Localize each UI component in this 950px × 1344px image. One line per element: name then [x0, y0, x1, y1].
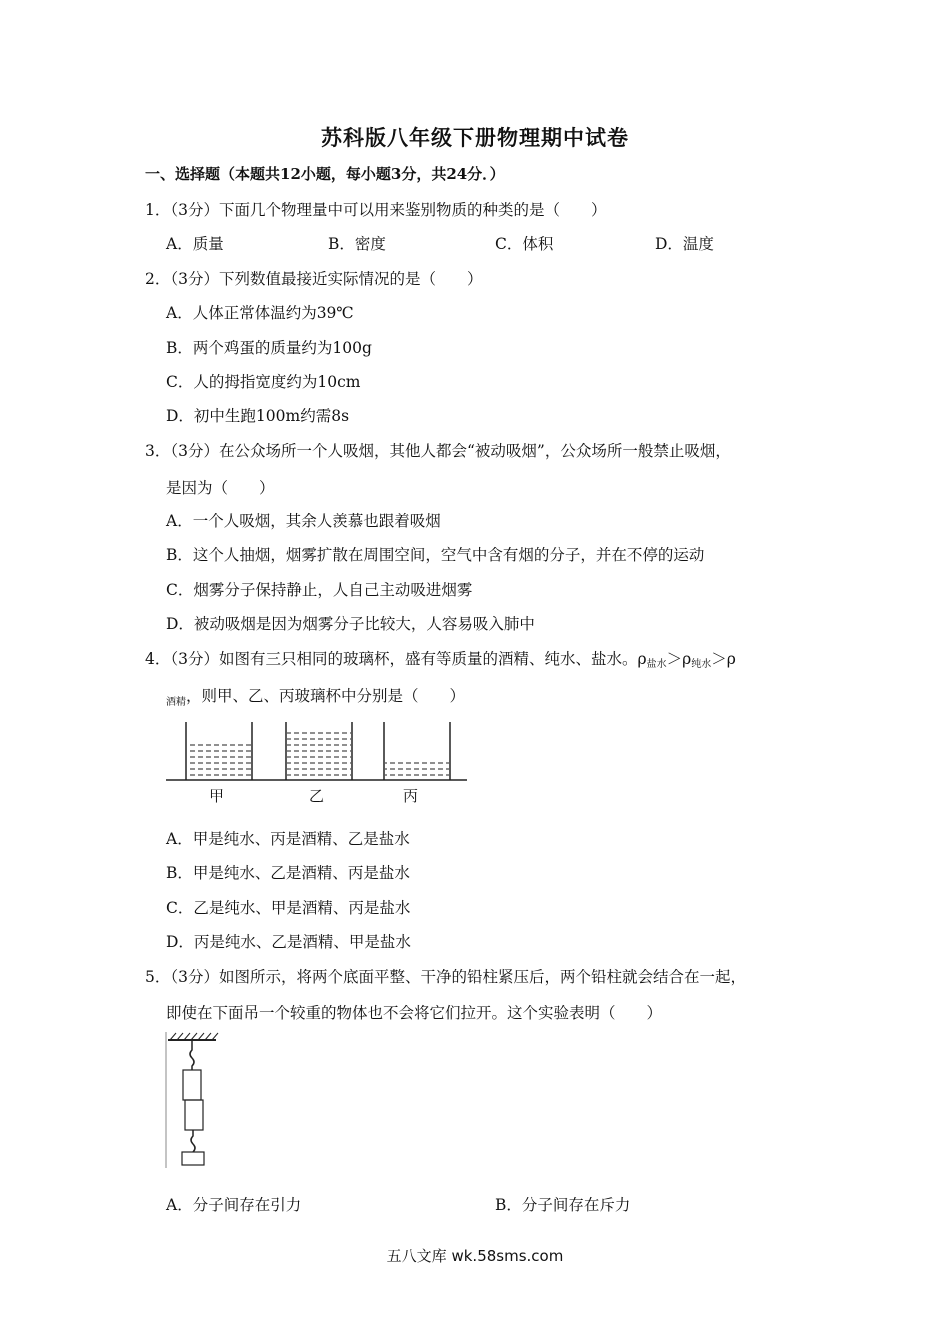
question-1-option-d: D．温度: [655, 235, 714, 253]
question-3-option-a: A．一个人吸烟，其余人羡慕也跟着吸烟: [166, 512, 441, 530]
question-3-stem-line2: 是因为（ ）: [166, 479, 275, 497]
question-4-option-b: B．甲是纯水、乙是酒精、丙是盐水: [166, 864, 410, 882]
page-title: 苏科版八年级下册物理期中试卷: [321, 125, 629, 150]
cup-label-bing: 丙: [403, 787, 419, 805]
hook-top: [190, 1040, 194, 1070]
lead-cylinder-upper: [183, 1070, 201, 1100]
footer-site-url: wk.58sms.com: [451, 1247, 564, 1265]
question-4-option-a: A．甲是纯水、丙是酒精、乙是盐水: [166, 830, 410, 848]
greater-than-rho-2: ＞ρ: [711, 650, 736, 668]
cup-label-jia: 甲: [209, 787, 225, 805]
footer-site-name: 五八文库: [386, 1247, 447, 1265]
cup-yi: [286, 722, 352, 780]
question-3-option-b: B．这个人抽烟，烟雾扩散在周围空间，空气中含有烟的分子，并在不停的运动: [166, 546, 705, 564]
question-2-option-a: A．人体正常体温约为39℃: [166, 304, 354, 322]
question-1-stem: 1．（3分）下面几个物理量中可以用来鉴别物质的种类的是（ ）: [145, 201, 607, 219]
question-1-option-c: C．体积: [495, 235, 554, 253]
question-4-stem-line2: [166, 684, 465, 708]
footer-watermark: [0, 1245, 950, 1266]
hook-bottom: [191, 1130, 195, 1152]
ceiling-support: [168, 1033, 218, 1040]
section-heading: 一、选择题（本题共12小题，每小题3分，共24分．）: [145, 165, 505, 183]
question-3-option-c: C．烟雾分子保持静止，人自己主动吸进烟雾: [166, 581, 473, 599]
question-5-option-b: B．分子间存在斥力: [495, 1196, 631, 1214]
subscript-alcohol: 酒精: [166, 697, 186, 708]
question-3-option-d: D．被动吸烟是因为烟雾分子比较大，人容易吸入肺中: [166, 615, 535, 633]
question-4-option-c: C．乙是纯水、甲是酒精、丙是盐水: [166, 899, 411, 917]
question-2-stem: 2．（3分）下列数值最接近实际情况的是（ ）: [145, 270, 483, 288]
question-5-stem-line2: 即使在下面吊一个较重的物体也不会将它们拉开。这个实验表明（ ）: [166, 1004, 663, 1022]
heavy-weight: [182, 1152, 204, 1165]
cup-yi-liquid: [287, 728, 351, 780]
subscript-salt-water: 盐水: [646, 659, 667, 670]
question-2-option-c: C．人的拇指宽度约为10cm: [166, 373, 361, 391]
cup-bing-liquid: [385, 758, 449, 780]
lead-cylinder-lower: [185, 1100, 203, 1130]
question-2-option-d: D．初中生跑100m约需8s: [166, 407, 350, 425]
question-5-option-a: A．分子间存在引力: [166, 1196, 302, 1214]
question-4-stem-tail: ，则甲、乙、丙玻璃杯中分别是（ ）: [186, 687, 466, 705]
question-4-stem-text: 4．（3分）如图有三只相同的玻璃杯，盛有等质量的酒精、纯水、盐水。ρ: [145, 650, 647, 668]
cup-jia: [186, 722, 252, 780]
lead-cylinders-figure: [164, 1030, 224, 1170]
question-3-stem-line1: 3．（3分）在公众场所一个人吸烟，其他人都会“被动吸烟”，公众场所一般禁止吸烟，: [145, 442, 731, 460]
subscript-pure-water: 纯水: [691, 659, 712, 670]
question-1-option-a: A．质量: [166, 235, 224, 253]
question-4-option-d: D．丙是纯水、乙是酒精、甲是盐水: [166, 933, 411, 951]
question-4-stem-line1: [145, 647, 736, 670]
cup-bing: [384, 722, 450, 780]
question-2-option-b: B．两个鸡蛋的质量约为100g: [166, 339, 372, 357]
greater-than-rho-1: ＞ρ: [666, 650, 692, 668]
question-1-option-b: B．密度: [328, 235, 386, 253]
cup-jia-liquid: [187, 740, 251, 780]
cup-label-yi: 乙: [309, 787, 325, 805]
question-5-stem-line1: 5．（3分）如图所示，将两个底面平整、干净的铅柱紧压后，两个铅柱就会结合在一起，: [145, 968, 746, 986]
